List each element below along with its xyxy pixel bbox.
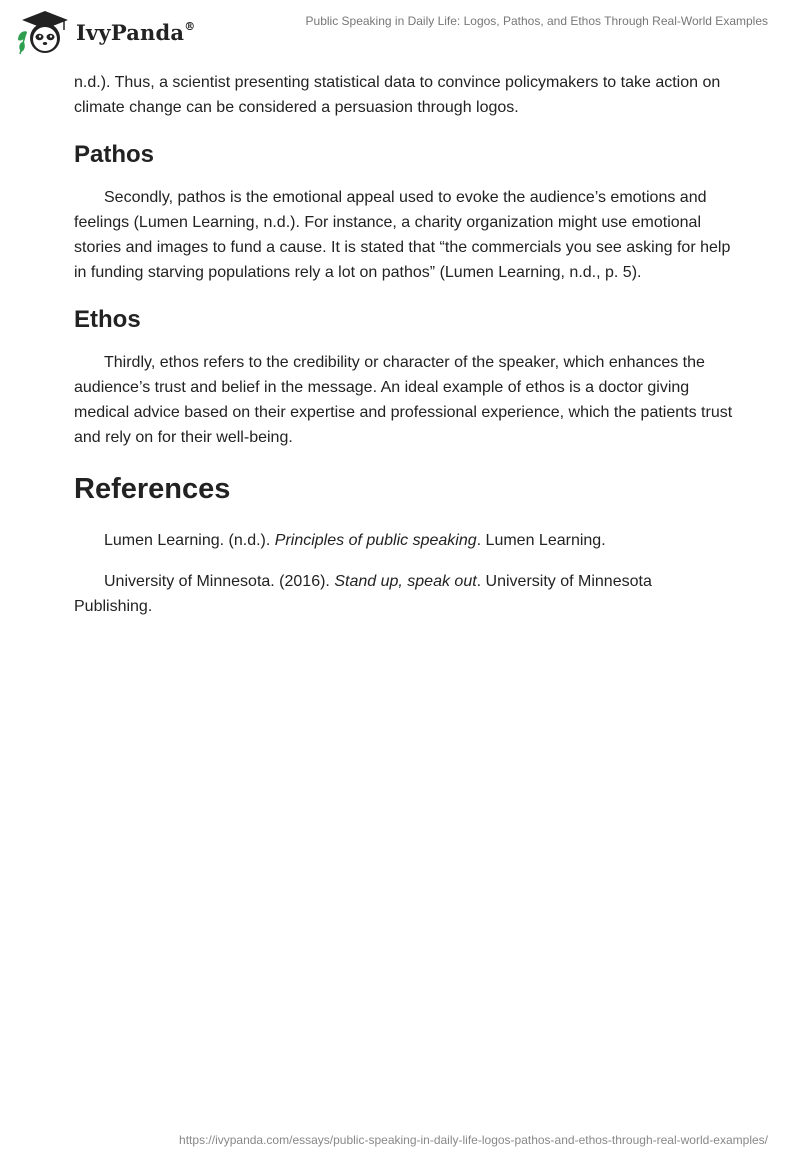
section-heading-ethos: Ethos: [74, 306, 141, 333]
intro-paragraph: n.d.). Thus, a scientist presenting statistical data to convince policymakers to take action on climate change can be considered a persuasion through logos.: [74, 74, 721, 116]
section-heading-pathos: Pathos: [74, 141, 155, 168]
ivypanda-logo[interactable]: [14, 8, 204, 60]
logo-wordmark: IvyPanda®: [76, 20, 196, 45]
references-heading: References: [74, 473, 231, 505]
panda-graduate-logo-icon: [14, 8, 76, 58]
page-header: [0, 0, 800, 70]
document-title: Public Speaking in Daily Life: Logos, Pathos, and Ethos Through Real-World Examples: [305, 14, 768, 28]
reference-title: Stand up, speak out: [334, 573, 477, 590]
reference-item: University of Minnesota. (2016). Stand up, speak out. University of Minnesota Publishing.: [74, 573, 652, 615]
footer-url-link[interactable]: https://ivypanda.com/essays/public-speaking-in-daily-life-logos-pathos-and-ethos-through-real-world-examples/: [179, 1133, 768, 1147]
ethos-paragraph: Thirdly, ethos refers to the credibility or character of the speaker, which enhances the audience’s trust and belief in the message. An ideal example of ethos is a doctor giving medical advice based on their expertise and professional experience, which the patients trust and rely on for their well-being.: [74, 354, 733, 446]
reference-item: Lumen Learning. (n.d.). Principles of public speaking. Lumen Learning.: [104, 532, 606, 549]
reference-title: Principles of public speaking: [274, 532, 477, 549]
document-body: [74, 70, 734, 635]
pathos-paragraph: Secondly, pathos is the emotional appeal used to evoke the audience’s emotions and feelings (Lumen Learning, n.d.). For instance, a charity organization might use emotional stories and images to fund a cause. It is stated that “the commercials you see asking for help in funding starving populations rely a lot on pathos” (Lumen Learning, n.d., p. 5).: [74, 189, 731, 281]
